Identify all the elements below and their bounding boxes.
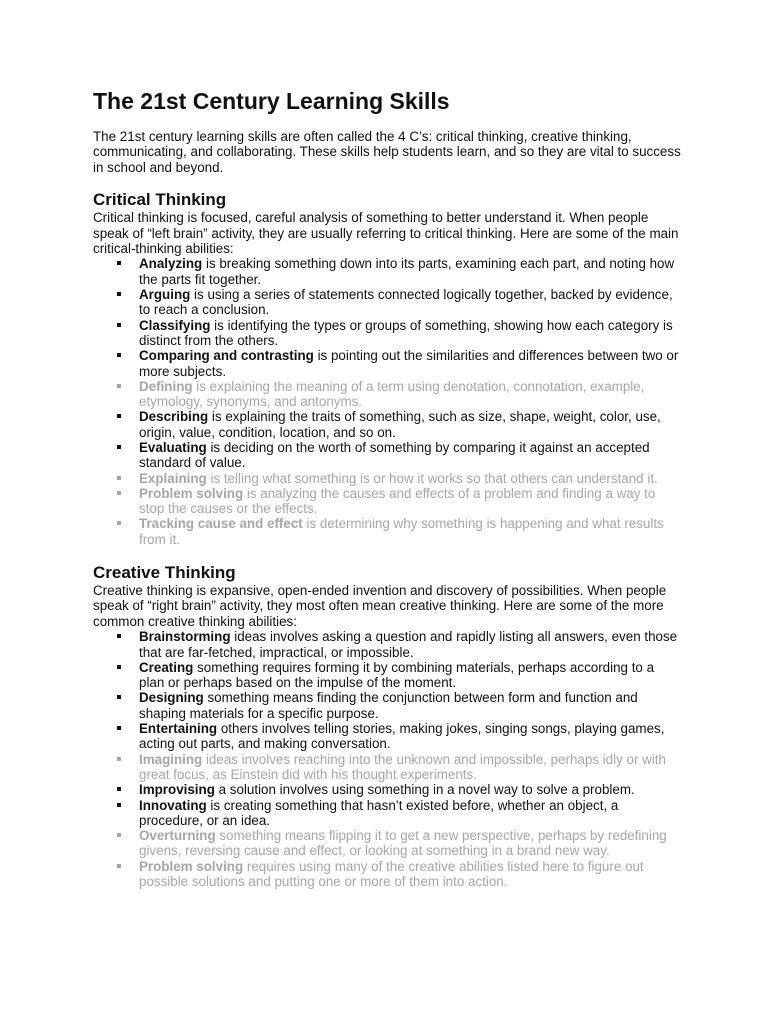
skill-description: is explaining the traits of something, such as size, shape, weight, color, use, origin, value, condition, location, and so on. xyxy=(139,409,661,440)
skill-term: Analyzing xyxy=(139,256,203,272)
skill-description: is deciding on the worth of something by comparing it against an accepted standard of value. xyxy=(139,440,650,471)
skill-description: ideas involves reaching into the unknown and impossible, perhaps idly or with great focus, as Einstein did with his thought experiments. xyxy=(139,751,666,782)
skill-description: a solution involves using something in a novel way to solve a problem. xyxy=(214,782,635,798)
skill-list-item xyxy=(139,287,683,318)
skill-list-item xyxy=(139,721,683,752)
skill-list-item xyxy=(139,486,683,517)
skill-description: ideas involves asking a question and rapidly listing all answers, even those that are far-fetched, impractical, or impossible. xyxy=(139,629,678,660)
skill-term: Improvising xyxy=(139,782,215,798)
skill-list-item xyxy=(139,318,683,349)
creative-thinking-list xyxy=(93,629,683,889)
skill-description: is pointing out the similarities and differences between two or more subjects. xyxy=(139,348,679,379)
skill-term: Problem solving xyxy=(139,485,244,501)
skill-term: Brainstorming xyxy=(139,629,231,645)
skill-list-item xyxy=(139,379,683,410)
skill-description: is using a series of statements connected logically together, backed by evidence, to reach a conclusion. xyxy=(139,287,673,318)
document-title: The 21st Century Learning Skills xyxy=(93,88,450,114)
critical-thinking-list xyxy=(93,256,683,547)
skill-term: Innovating xyxy=(139,797,207,813)
skill-description: is identifying the types or groups of something, showing how each category is distinct from the others. xyxy=(139,317,673,348)
skill-description: is breaking something down into its parts, examining each part, and noting how the parts fit together. xyxy=(139,256,675,287)
skill-term: Explaining xyxy=(139,470,207,486)
skill-term: Defining xyxy=(139,378,193,394)
skill-list-item xyxy=(139,471,683,486)
skill-list-item xyxy=(139,348,683,379)
section-spacer xyxy=(93,547,683,563)
skill-description: is creating something that hasn’t existed before, whether an object, a procedure, or an idea. xyxy=(139,797,619,828)
skill-term: Imagining xyxy=(139,751,203,767)
document-page xyxy=(93,86,683,889)
skill-description: is analyzing the causes and effects of a problem and finding a way to stop the causes or the effects. xyxy=(139,485,656,517)
skill-list-item xyxy=(139,828,683,859)
skill-term: Classifying xyxy=(139,317,211,333)
skill-list-item xyxy=(139,629,683,660)
skill-description: others involves telling stories, making jokes, singing songs, playing games, acting out parts, and making conversation. xyxy=(139,721,665,752)
skill-term: Problem solving xyxy=(139,858,244,874)
creative-thinking-intro: Creative thinking is expansive, open-ended invention and discovery of possibilities. When people speak of “right brain” activity, they most often mean creative thinking. Here are some of the more common creative thinking abilities: xyxy=(93,583,667,629)
skill-description: something requires forming it by combining materials, perhaps according to a plan or perhaps based on the impulse of the moment. xyxy=(139,659,655,691)
skill-list-item xyxy=(139,782,683,797)
skill-term: Evaluating xyxy=(139,440,207,455)
skill-description: is telling what something is or how it works so that others can understand it. xyxy=(206,470,658,486)
skill-term: Entertaining xyxy=(139,721,218,737)
skill-list-item xyxy=(139,440,683,471)
critical-thinking-intro: Critical thinking is focused, careful analysis of something to better understand it. When people speak of “left brain” activity, they are usually referring to critical thinking. Here are some of the main critical-thinking abilities: xyxy=(93,210,679,257)
skill-list-item xyxy=(139,516,683,547)
skill-description: something means flipping it to get a new perspective, perhaps by redefining givens, reversing cause and effect, or looking at something in a brand new way. xyxy=(139,828,667,859)
skill-term: Arguing xyxy=(139,287,191,303)
skill-description: requires using many of the creative abilities listed here to figure out possible solutions and putting one or more of them into action. xyxy=(139,858,644,890)
skill-list-item xyxy=(139,256,683,287)
skill-list-item xyxy=(139,798,683,829)
creative-thinking-heading: Creative Thinking xyxy=(93,563,236,583)
skill-term: Describing xyxy=(139,409,209,425)
document-intro: The 21st century learning skills are often called the 4 C’s: critical thinking, creative thinking, communicating, and collaborating. These skills help students learn, and so they are vital to success in school and beyond. xyxy=(93,129,681,175)
skill-list-item xyxy=(139,859,683,890)
skill-term: Creating xyxy=(139,659,194,675)
skill-description: something means finding the conjunction between form and function and shaping materials for a specific purpose. xyxy=(139,690,638,721)
skill-list-item xyxy=(139,690,683,721)
skill-description: is explaining the meaning of a term using denotation, connotation, example, etymology, synonyms, and antonyms. xyxy=(139,378,645,410)
skill-description: is determining why something is happening and what results from it. xyxy=(139,516,664,547)
skill-term: Comparing and contrasting xyxy=(139,348,314,364)
skill-term: Overturning xyxy=(139,828,216,844)
skill-list-item xyxy=(139,752,683,783)
skill-list-item xyxy=(139,660,683,691)
skill-term: Tracking cause and effect xyxy=(139,516,303,532)
skill-list-item xyxy=(139,409,683,440)
critical-thinking-heading: Critical Thinking xyxy=(93,190,227,210)
skill-term: Designing xyxy=(139,690,204,706)
